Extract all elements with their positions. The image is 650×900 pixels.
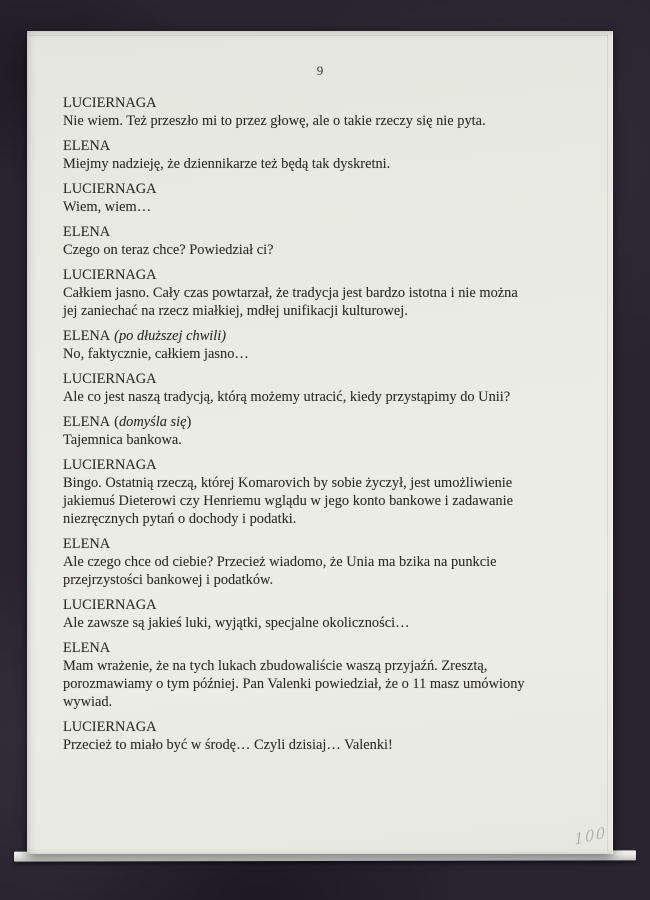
paper-sheet bbox=[27, 31, 613, 854]
dialogue-lines bbox=[63, 241, 603, 259]
dialogue-block bbox=[63, 94, 603, 130]
dialogue-line: Ale zawsze są jakieś luki, wyjątki, specjalne okoliczności… bbox=[63, 615, 410, 631]
dialogue-block bbox=[63, 266, 603, 320]
dialogue-lines bbox=[63, 388, 603, 406]
dialogue-block bbox=[63, 180, 603, 216]
dialogue-block bbox=[63, 223, 603, 259]
speaker-line bbox=[63, 456, 603, 474]
speaker-name: LUCIERNAGA bbox=[63, 267, 157, 283]
dialogue-block bbox=[63, 456, 603, 528]
speaker-name: ELENA bbox=[63, 640, 111, 656]
dialogue-line: Tajemnica bankowa. bbox=[63, 432, 182, 448]
dialogue-block bbox=[63, 327, 603, 363]
dialogue-block bbox=[63, 718, 603, 754]
dialogue-line: wywiad. bbox=[63, 694, 113, 710]
speaker-line bbox=[63, 180, 603, 198]
speaker-name: ELENA bbox=[63, 536, 111, 552]
dialogue-line: Bingo. Ostatnią rzeczą, której Komarovich by sobie życzył, jest umożliwienie bbox=[63, 475, 513, 491]
speaker-name: LUCIERNAGA bbox=[63, 181, 157, 197]
dialogue-line: Ale co jest naszą tradycją, którą możemy utracić, kiedy przystąpimy do Unii? bbox=[63, 389, 511, 405]
dialogue-block bbox=[63, 413, 603, 449]
dialogue-line: jakiemuś Dieterowi czy Henriemu wglądu w jego konto bankowe i zadawanie bbox=[63, 493, 513, 509]
dialogue-line: Czego on teraz chce? Powiedział ci? bbox=[63, 242, 274, 258]
dialogue-line: Nie wiem. Też przeszło mi to przez głowę, ale o takie rzeczy się nie pyta. bbox=[63, 113, 486, 129]
dialogue-line: Miejmy nadzieję, że dziennikarze też będą tak dyskretni. bbox=[63, 156, 391, 172]
dialogue-block bbox=[63, 535, 603, 589]
dialogue-block bbox=[63, 370, 603, 406]
speaker-line bbox=[63, 413, 603, 431]
script-blocks bbox=[63, 94, 603, 761]
dialogue-line: jej zaniechać na rzecz miałkiej, mdłej unifikacji kulturowej. bbox=[63, 303, 408, 319]
dialogue-line: Wiem, wiem… bbox=[63, 199, 152, 215]
speaker-name: LUCIERNAGA bbox=[63, 719, 157, 735]
dialogue-block bbox=[63, 137, 603, 173]
speaker-line bbox=[63, 223, 603, 241]
speaker-name: ELENA bbox=[63, 414, 111, 430]
dialogue-lines bbox=[63, 614, 603, 632]
speaker-name: LUCIERNAGA bbox=[63, 457, 157, 473]
speaker-line bbox=[63, 94, 603, 112]
dialogue-lines bbox=[63, 284, 603, 320]
speaker-line bbox=[63, 535, 603, 553]
speaker-name: ELENA bbox=[63, 328, 111, 344]
speaker-line bbox=[63, 639, 603, 657]
speaker-line bbox=[63, 327, 603, 345]
dialogue-lines bbox=[63, 736, 603, 754]
dialogue-line: Przecież to miało być w środę… Czyli dzisiaj… Valenki! bbox=[63, 737, 393, 753]
speaker-line bbox=[63, 370, 603, 388]
dialogue-lines bbox=[63, 112, 603, 130]
dialogue-line: Ale czego chce od ciebie? Przecież wiadomo, że Unia ma bzika na punkcie bbox=[63, 554, 497, 570]
speaker-name: LUCIERNAGA bbox=[63, 371, 157, 387]
dialogue-line: porozmawiamy o tym później. Pan Valenki powiedział, że o 11 masz umówiony bbox=[63, 676, 525, 692]
speaker-name: ELENA bbox=[63, 224, 111, 240]
dialogue-block bbox=[63, 596, 603, 632]
dialogue-lines bbox=[63, 474, 603, 528]
dialogue-line: Mam wrażenie, że na tych lukach zbudowaliście waszą przyjaźń. Zresztą, bbox=[63, 658, 488, 674]
dialogue-lines bbox=[63, 155, 603, 173]
page-number: 9 bbox=[316, 63, 324, 78]
dialogue-lines bbox=[63, 553, 603, 589]
stage-direction: (po dłuższej chwili) bbox=[114, 328, 227, 344]
speaker-line bbox=[63, 137, 603, 155]
speaker-line bbox=[63, 718, 603, 736]
dialogue-line: przejrzystości bankowej i podatków. bbox=[63, 572, 274, 588]
dialogue-line: Całkiem jasno. Cały czas powtarzał, że tradycja jest bardzo istotna i nie można bbox=[63, 285, 518, 301]
dialogue-lines bbox=[63, 198, 603, 216]
speaker-line bbox=[63, 266, 603, 284]
dialogue-line: niezręcznych pytań o dochody i podatki. bbox=[63, 511, 297, 527]
dialogue-lines bbox=[63, 345, 603, 363]
dialogue-lines bbox=[63, 431, 603, 449]
speaker-name: ELENA bbox=[63, 138, 111, 154]
dialogue-lines bbox=[63, 657, 603, 711]
dialogue-line: No, faktycznie, całkiem jasno… bbox=[63, 346, 249, 362]
stage-direction: (domyśla się) bbox=[114, 414, 192, 430]
speaker-name: LUCIERNAGA bbox=[63, 95, 157, 111]
dialogue-block bbox=[63, 639, 603, 711]
handwritten-page-mark: 100 bbox=[573, 823, 608, 849]
speaker-name: LUCIERNAGA bbox=[63, 597, 157, 613]
speaker-line bbox=[63, 596, 603, 614]
